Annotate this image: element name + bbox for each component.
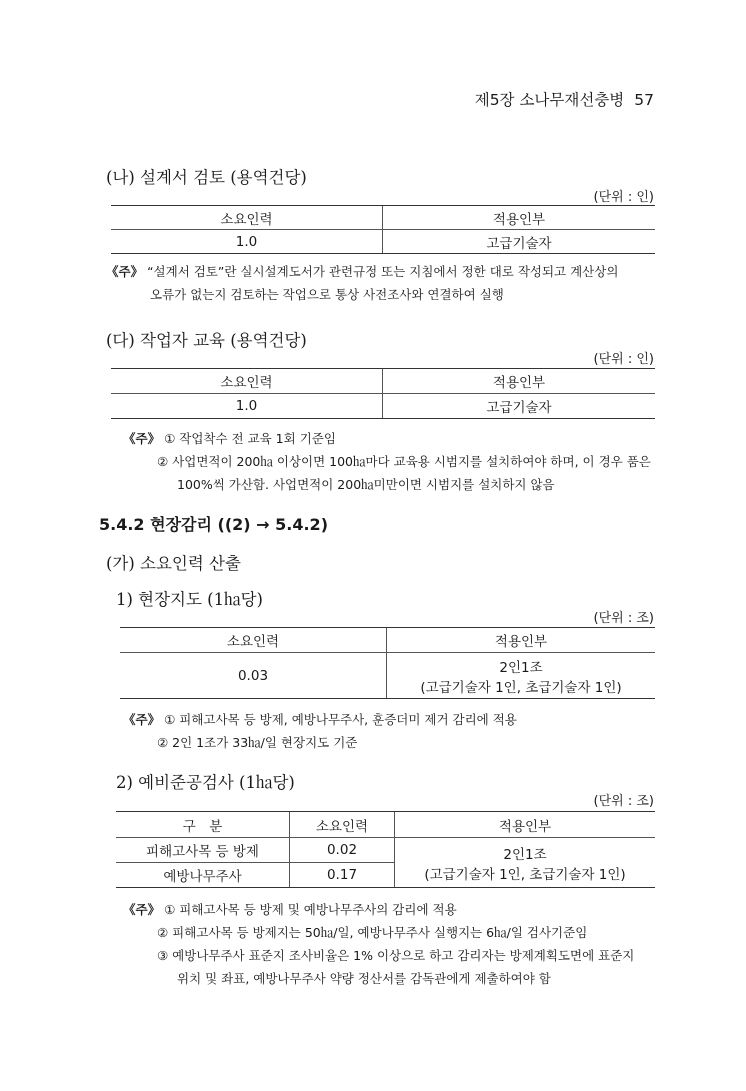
table-cell: 0.17 xyxy=(290,863,395,888)
chapter-title: 제5장 소나무재선충병 xyxy=(474,91,625,109)
note-text: ① 피해고사목 등 방제, 예방나무주사, 훈증더미 제거 감리에 적용 xyxy=(164,712,517,727)
note-label: 《주》 xyxy=(106,264,144,279)
section-542-title: 5.4.2 현장감리 ((2) → 5.4.2) xyxy=(99,515,329,534)
table-cell: 1.0 xyxy=(111,230,383,254)
section-na-table xyxy=(111,205,655,254)
table-header: 적용인부 xyxy=(383,206,656,230)
note-text: ① 피해고사목 등 방제 및 예방나무주사의 감리에 적용 xyxy=(164,902,457,917)
table-header: 소요인력 xyxy=(111,369,383,394)
section-na-title: (나) 설계서 검토 (용역건당) xyxy=(106,168,307,187)
note-label: 《주》 xyxy=(123,902,161,917)
section-da-unit: (단위 : 인) xyxy=(593,352,654,367)
note-text: 100%씩 가산함. 사업면적이 200㏊미만이면 시범지를 설치하지 않음 xyxy=(177,477,555,492)
table-cell: 고급기술자 xyxy=(383,230,656,254)
table-cell: 1.0 xyxy=(111,394,383,419)
item2-table xyxy=(116,811,655,888)
note-text: ② 피해고사목 등 방제지는 50㏊/일, 예방나무주사 실행지는 6㏊/일 검사기준임 xyxy=(157,925,588,940)
table-header: 적용인부 xyxy=(383,369,656,394)
note-text: ② 사업면적이 200㏊ 이상이면 100㏊마다 교육용 시범지를 설치하여야 하며, 이 경우 품은 xyxy=(157,454,651,469)
note-text: ③ 예방나무주사 표준지 조사비율은 1% 이상으로 하고 감리자는 방제계획도면에 표준지 xyxy=(157,948,635,963)
section-da-note xyxy=(123,427,668,496)
section-da-table xyxy=(111,368,655,419)
table-cell: 0.02 xyxy=(290,838,395,863)
table-cell: 고급기술자 xyxy=(383,394,656,419)
note-label: 《주》 xyxy=(123,431,161,446)
note-text: “설계서 검토”란 실시설계도서가 관련규정 또는 지침에서 정한 대로 작성되고 계산상의 xyxy=(147,264,619,279)
page-number: 57 xyxy=(634,91,654,109)
table-cell xyxy=(395,838,656,888)
section-da-title: (다) 작업자 교육 (용역건당) xyxy=(106,331,307,350)
note-label: 《주》 xyxy=(123,712,161,727)
section-na-unit: (단위 : 인) xyxy=(593,190,654,205)
table-cell: 피해고사목 등 방제 xyxy=(116,838,290,863)
cell-line: 2인1조 xyxy=(503,846,547,863)
table-header: 적용인부 xyxy=(395,812,656,838)
table-header: 소요인력 xyxy=(120,628,387,653)
item1-title: 1) 현장지도 (1㏊당) xyxy=(116,590,263,609)
table-header: 소요인력 xyxy=(290,812,395,838)
item2-note xyxy=(123,898,668,990)
table-cell xyxy=(387,653,656,699)
page-header xyxy=(475,88,654,110)
note-text: 오류가 없는지 검토하는 작업으로 통상 사전조사와 연결하여 실행 xyxy=(150,287,504,302)
cell-line: (고급기술자 1인, 초급기술자 1인) xyxy=(424,866,626,883)
subsection-ga-title: (가) 소요인력 산출 xyxy=(106,554,241,573)
table-cell: 0.03 xyxy=(120,653,387,699)
table-header: 구 분 xyxy=(116,812,290,838)
item2-unit: (단위 : 조) xyxy=(593,794,654,809)
item1-unit: (단위 : 조) xyxy=(593,611,654,626)
cell-line: 2인1조 xyxy=(499,659,543,676)
item2-title: 2) 예비준공검사 (1㏊당) xyxy=(116,773,295,792)
note-text: 위치 및 좌표, 예방나무주사 약량 정산서를 감독관에게 제출하여야 함 xyxy=(177,971,551,986)
table-header: 소요인력 xyxy=(111,206,383,230)
note-text: ② 2인 1조가 33㏊/일 현장지도 기준 xyxy=(157,735,358,750)
item1-note xyxy=(123,708,668,754)
item1-table xyxy=(120,627,655,699)
section-na-note xyxy=(106,260,676,306)
table-header: 적용인부 xyxy=(387,628,656,653)
note-text: ① 작업착수 전 교육 1회 기준임 xyxy=(164,431,336,446)
cell-line: (고급기술자 1인, 초급기술자 1인) xyxy=(420,679,622,696)
table-cell: 예방나무주사 xyxy=(116,863,290,888)
